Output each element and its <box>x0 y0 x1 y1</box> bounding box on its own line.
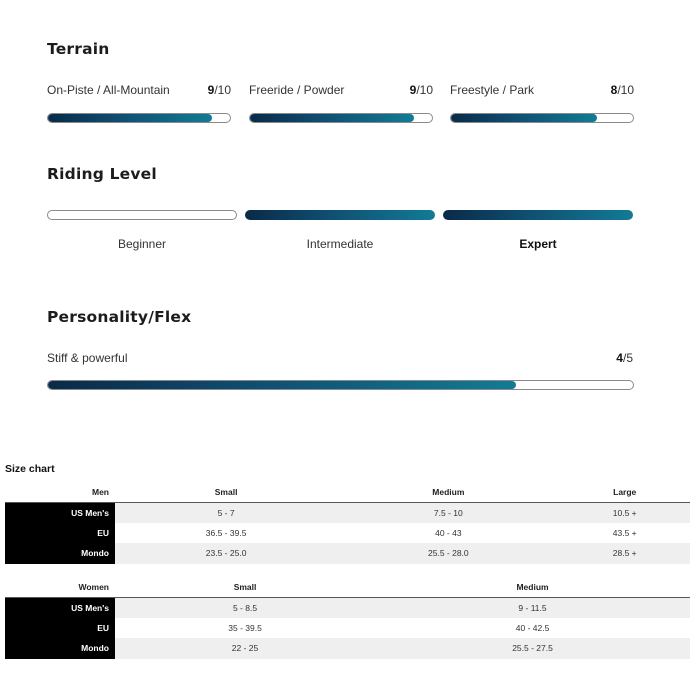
table-header-cell: Men <box>5 482 115 502</box>
row-label: EU <box>5 618 115 639</box>
table-cell: 25.5 - 27.5 <box>375 638 690 659</box>
riding-level-label-intermediate: Intermediate <box>306 237 374 251</box>
table-cell: 9 - 11.5 <box>375 597 690 618</box>
table-header-cell: Women <box>5 577 115 597</box>
terrain-label: Freeride / Powder <box>249 83 345 97</box>
rating-fill <box>48 381 516 389</box>
riding-level-segment-beginner <box>47 210 237 220</box>
riding-level-label-expert: Expert <box>519 237 557 251</box>
size-chart-title: Size chart <box>5 463 55 475</box>
table-row <box>5 597 690 618</box>
flex-score: 4/5 <box>616 351 633 365</box>
terrain-freeride <box>249 83 433 125</box>
table-cell: 35 - 39.5 <box>115 618 375 639</box>
rating-fill <box>48 114 212 122</box>
table-cell: 5 - 8.5 <box>115 597 375 618</box>
personality-flex-heading: Personality/Flex <box>47 308 192 326</box>
row-label: US Men's <box>5 597 115 618</box>
flex-label: Stiff & powerful <box>47 351 128 365</box>
table-cell: 36.5 - 39.5 <box>115 523 337 544</box>
table-cell: 23.5 - 25.0 <box>115 543 337 564</box>
terrain-score: 9/10 <box>409 83 433 97</box>
terrain-rating-bar <box>249 113 433 123</box>
terrain-label: On-Piste / All-Mountain <box>47 83 170 97</box>
table-header-cell: Medium <box>375 577 690 597</box>
riding-level-segment-expert <box>443 210 633 220</box>
row-label: Mondo <box>5 543 115 564</box>
table-header-row <box>5 482 690 502</box>
terrain-freestyle <box>450 83 634 125</box>
terrain-label: Freestyle / Park <box>450 83 535 97</box>
table-row <box>5 618 690 639</box>
row-label: EU <box>5 523 115 544</box>
table-cell: 10.5 + <box>559 502 690 523</box>
terrain-rating-bar <box>47 113 231 123</box>
table-header-cell: Small <box>115 482 337 502</box>
table-cell: 25.5 - 28.0 <box>337 543 559 564</box>
women-size-table <box>5 577 690 659</box>
terrain-heading: Terrain <box>47 40 110 58</box>
flex-rating-bar <box>47 380 634 390</box>
table-header-cell: Medium <box>337 482 559 502</box>
table-header-cell: Small <box>115 577 375 597</box>
table-row <box>5 543 690 564</box>
table-cell: 43.5 + <box>559 523 690 544</box>
terrain-score: 9/10 <box>207 83 231 97</box>
terrain-on-piste <box>47 83 231 125</box>
riding-level-segment-intermediate <box>245 210 435 220</box>
table-cell: 28.5 + <box>559 543 690 564</box>
row-label: Mondo <box>5 638 115 659</box>
terrain-score: 8/10 <box>610 83 634 97</box>
table-cell: 40 - 42.5 <box>375 618 690 639</box>
table-row <box>5 638 690 659</box>
rating-fill <box>250 114 414 122</box>
table-cell: 5 - 7 <box>115 502 337 523</box>
terrain-rating-bar <box>450 113 634 123</box>
row-label: US Men's <box>5 502 115 523</box>
table-row <box>5 523 690 544</box>
table-cell: 7.5 - 10 <box>337 502 559 523</box>
table-cell: 40 - 43 <box>337 523 559 544</box>
table-cell: 22 - 25 <box>115 638 375 659</box>
riding-level-label-beginner: Beginner <box>117 237 167 251</box>
men-size-table <box>5 482 690 564</box>
table-header-cell: Large <box>559 482 690 502</box>
table-header-row <box>5 577 690 597</box>
riding-level-heading: Riding Level <box>47 165 157 183</box>
table-row <box>5 502 690 523</box>
rating-fill <box>451 114 597 122</box>
